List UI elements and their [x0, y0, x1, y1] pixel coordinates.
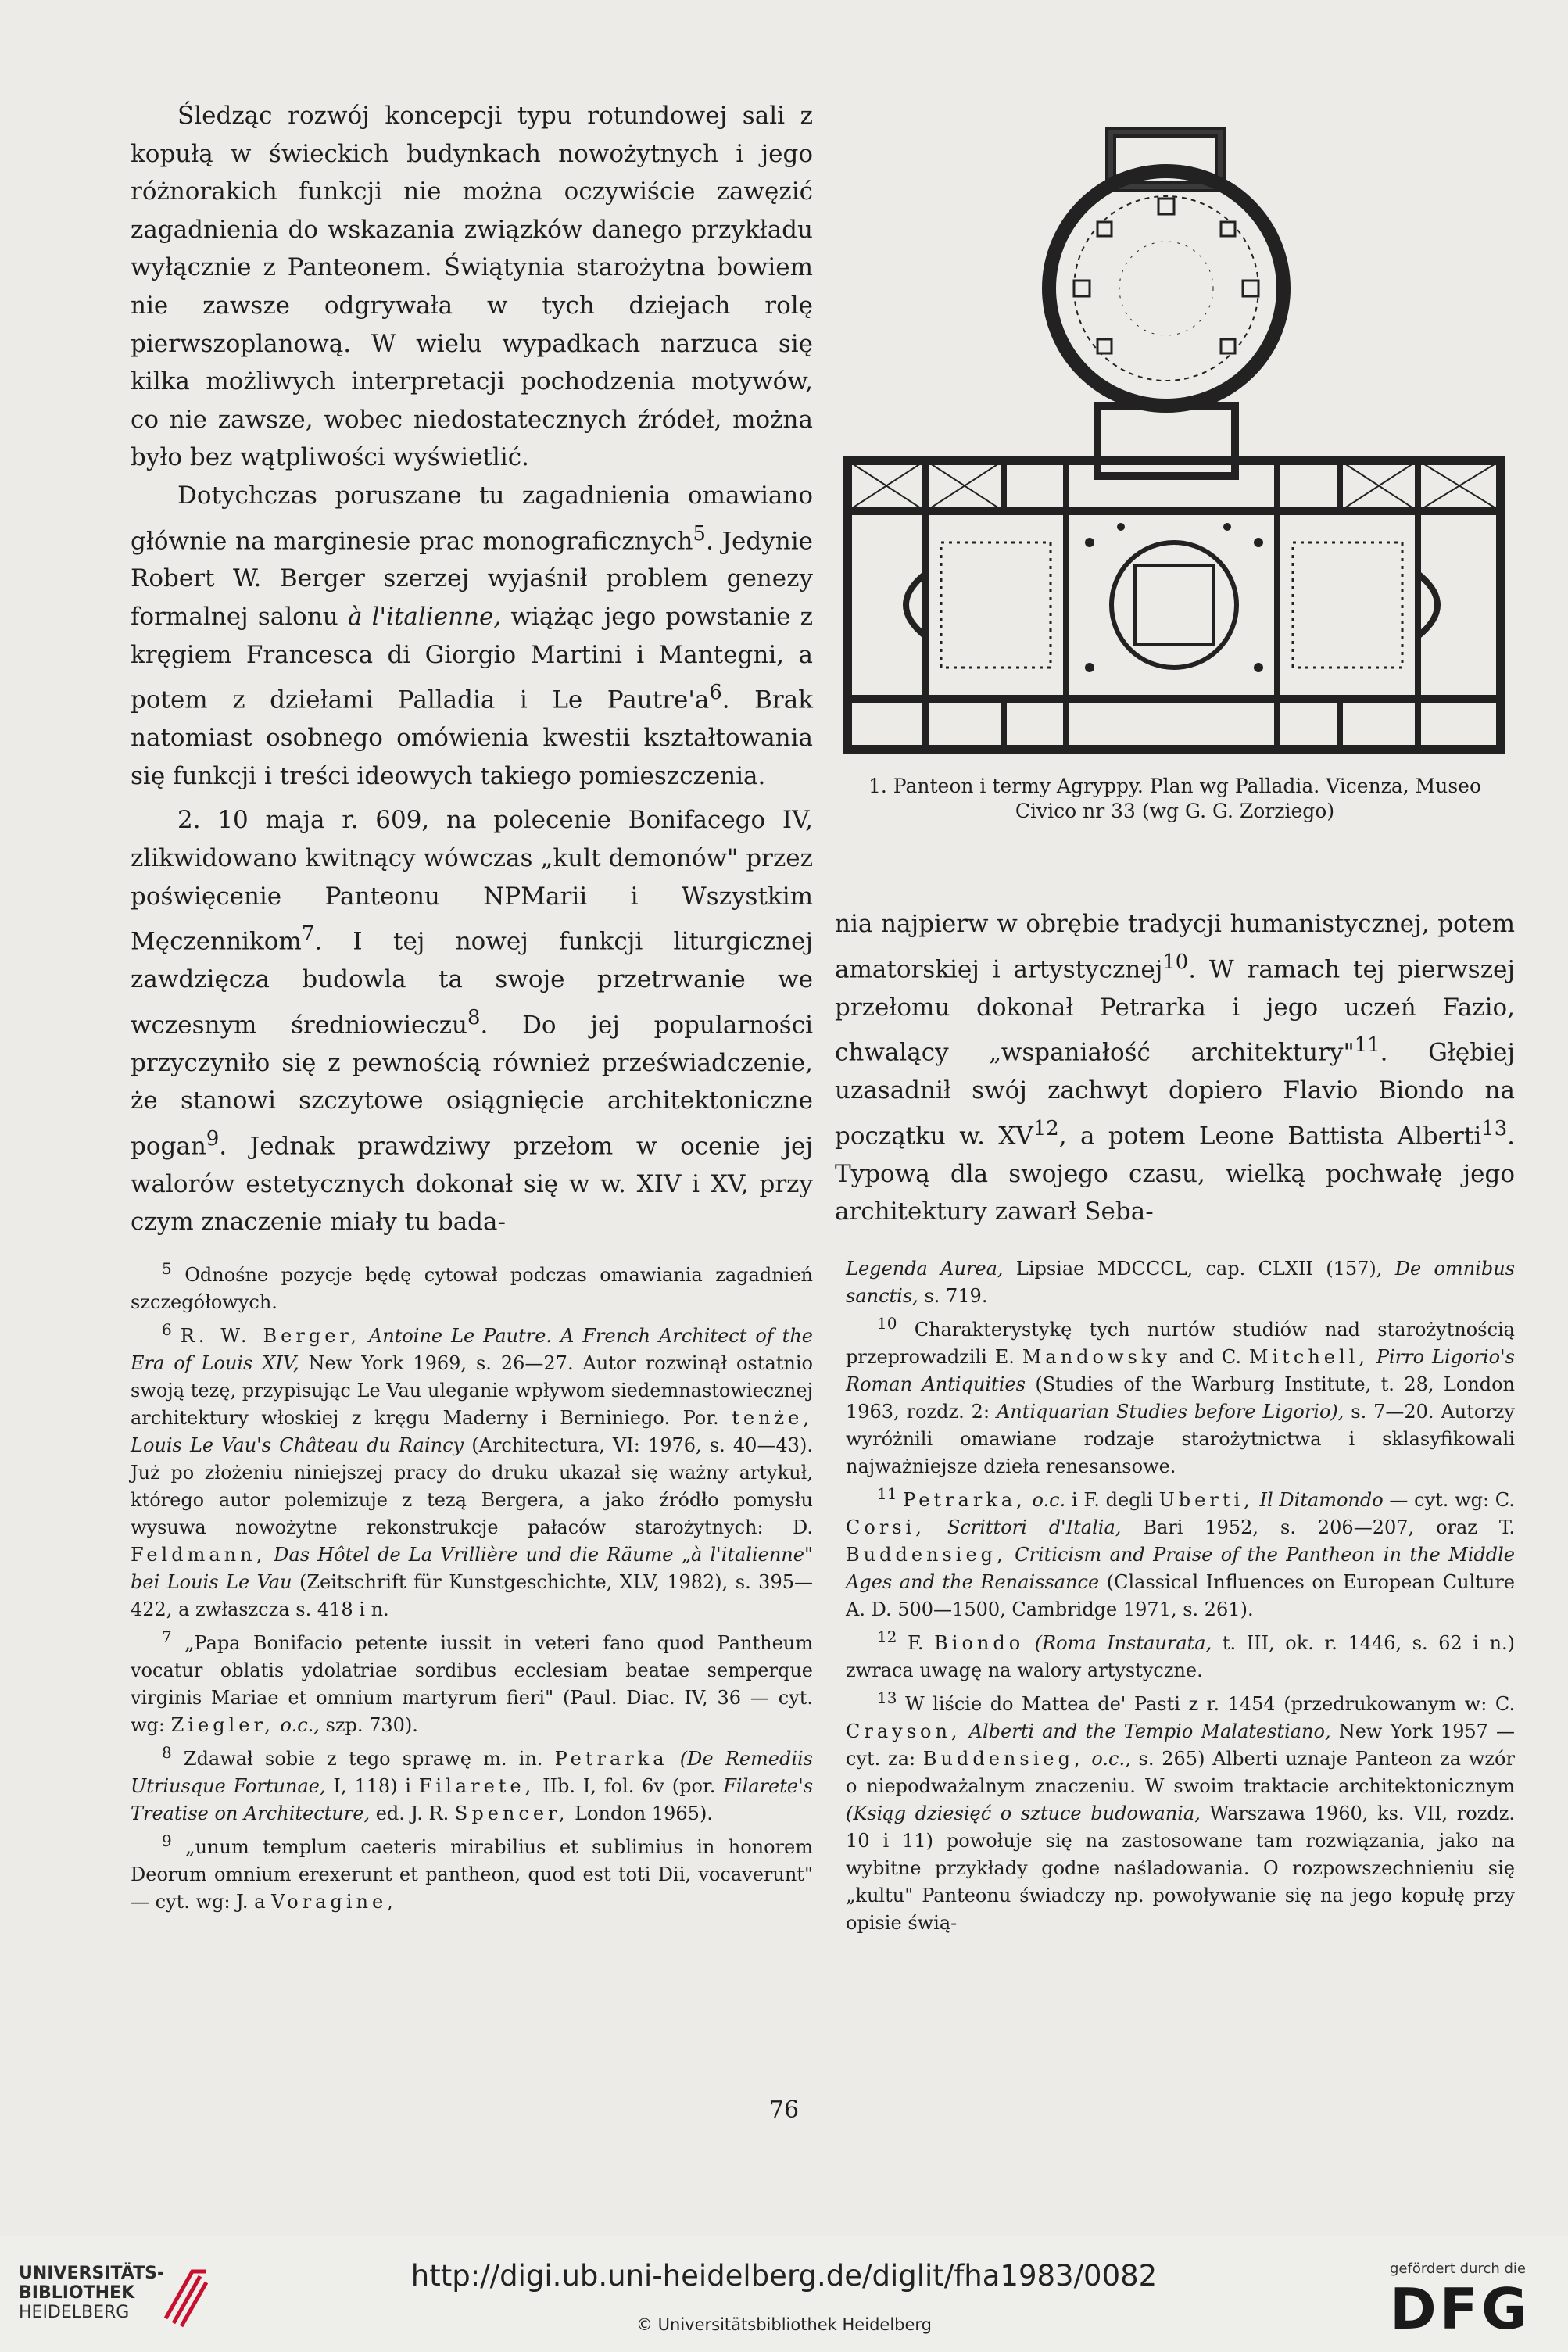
- footnote-9: $^9$ „unum templum caeteris mirabilius et sublimius in honorem Deorum omnium erexerunt et pantheon, quod est toti Dii, vocaverunt" — cyt. wg: J. a Voragine,: [131, 1831, 814, 1913]
- footnote-6: $^6$ R. W. Berger, Antoine Le Pautre. A French Architect of the Era of Louis XIV, New York 1969, s. 26—27. Autor rozwinął ostatnio swoją tezę, przypisując Le Vau uleganie wpływom siedemnastowiecznej architektury włoskiej z kręgu Maderny i Berniniego. Por. tenże, Louis Le Vau's Château du Raincy (Architectura, VI: 1976, s. 40—43). Już po złożeniu niniejszej pracy do druku ukazał się ważny artykuł, którego autor polemizuje z tezą Bergera, a jako źródło pomysłu wysuwa nowożytne rekonstrukcje pałaców starożytnych: D. Feldmann, Das Hôtel de La Vrillière und die Räume „à l'italienne" bei Louis Le Vau (Zeitschrift für Kunstgeschichte, XLV, 1982), s. 395—422, a zwłaszcza s. 418 i n.: [131, 1320, 813, 1620]
- paragraph-1: Śledząc rozwój koncepcji typu rotundowej sali z kopułą w świeckich budynkach nowożytnych i jego różnorakich funkcji nie można oczywiście zawęzić zagadnienia do wskazania związków danego przykładu wyłącznie z Panteonem. Świątynia starożytna bowiem nie zawsze odgrywała w tych dziejach rolę pierwszoplanową. W wielu wypadkach narzuca się kilka możliwych interpretacji pochodzenia motywów, co nie zawsze, wobec niedostatecznych źródeł, można było bez wątpliwości wyświetlić.: [131, 102, 813, 472]
- right-column-text: [835, 905, 1515, 1231]
- footnote-10: $^{10}$ Charakterystykę tych nurtów studiów nad starożytnością przeprowadzili E. Mandowsky and C. Mitchell, Pirro Ligorio's Roman Antiquities (Studies of the Warburg Institute, t. 28, London 1963, rozdz. 2: Antiquarian Studies before Ligorio), s. 7—20. Autorzy wyróżnili omawiane rodzaje starożytnictwa i sklasyfikowali najważniejsze dzieła renesansowe.: [846, 1314, 1516, 1477]
- figure-caption: 1. Panteon i termy Agryppy. Plan wg Palladia. Vicenza, Museo Civico nr 33 (wg G. G. Zorziego): [868, 775, 1482, 822]
- footnotes-left: [131, 1255, 813, 1916]
- copyright-notice: © Universitätsbibliothek Heidelberg: [635, 2315, 932, 2334]
- footnotes-right: [846, 1255, 1515, 1937]
- paragraph-2: Dotychczas poruszane tu zagadnienia omawiano głównie na marginesie prac monograficznych$^5$. Jedynie Robert W. Berger szerzej wyjaśnił problem genezy formalnej salonu à l'italienne, wiążąc jego powstanie z kręgiem Francesca di Giorgio Martini i Mantegni, a potem z dziełami Palladia i Le $Pautre'a^6$. Brak natomiast osobnego omówienia kwestii kształtowania się funkcji i treści ideowych takiego pomieszczenia.: [131, 481, 814, 790]
- library-name-line1: UNIVERSITÄTS-: [19, 2264, 165, 2283]
- library-name-line3: HEIDELBERG: [19, 2303, 130, 2322]
- page-number: 76: [768, 2096, 800, 2124]
- footnote-13: $^{13}$ W liście do Mattea de' Pasti z r. 1454 (przedrukowanym w: C. Crayson, Alberti and the Tempio Malatestiano, New York 1957 — cyt. za: Buddensieg, o.c., s. 265) Alberti uznaje Panteon za wzór o niepodważalnym znaczeniu. W swoim traktacie architektonicznym (Ksiąg dziesięć o sztuce budowania, Warszawa 1960, ks. VII, rozdz. 10 i 11) powołuje się na zastosowane tam rozwiązania, jako na wybitne przykłady godne naśladowania. O rozpowszechnieniu się „kultu" Panteonu świadczy np. powoływanie się na jego kopułę przy opisie świą-: [846, 1688, 1515, 1934]
- footnote-7: $^7$ „Papa Bonifacio petente iussit in veteri fano quod Pantheum vocatur oblatis ydolatriae sordibus ecclesiam beatae semperque virginis Mariae et omnium martyrum fieri" (Paul. Diac. IV, 36 — cyt. wg: Ziegler, o.c., szp. 730).: [131, 1627, 813, 1736]
- left-column-text: [131, 97, 813, 1241]
- funding-note: gefördert durch die: [1390, 2261, 1526, 2277]
- footnote-12: $^{12}$ F. Biondo (Roma Instaurata, t. III, ok. r. 1446, s. 62 i n.) zwraca uwagę na walory artystyczne.: [846, 1627, 1515, 1681]
- footnote-5: $^5$ Odnośne pozycje będę cytował podczas omawiania zagadnień szczegółowych.: [131, 1259, 813, 1313]
- document-url-link[interactable]: http://digi.ub.uni-heidelberg.de/diglit/fha1983/0082: [410, 2259, 1158, 2293]
- library-name-line2: BIBLIOTHEK: [19, 2283, 135, 2303]
- footnote-8: $^8$ Zdawał sobie z tego sprawę m. in. Petrarka (De Remediis Utriusque Fortunae, I, 118) i Filarete, IIb. I, fol. 6v (por. Filarete's Treatise on Architecture, ed. J. R. Spencer, London 1965).: [131, 1743, 814, 1824]
- dfg-logo[interactable]: DFG: [1390, 2276, 1531, 2342]
- paragraph-3: 2. 10 maja r. 609, na polecenie Bonifacego IV, zlikwidowano kwitnący wówczas „kult demonów" przez poświęcenie Panteonu NPMarii i Wszystkim Męczennikom$^7$. I tej nowej funkcji liturgicznej zawdzięcza budowla ta swoje przetrwanie we wczesnym średniowieczu$^8$. Do jej popularności przyczyniło się z pewnością również przeświadczenie, że stanowi szczytowe osiągnięcie architektoniczne pogan$^9$. Jednak prawdziwy przełom w ocenie jej walorów estetycznych dokonał się w w. XIV i XV, przy czym znaczenie miały tu bada-: [131, 806, 813, 1237]
- footnote-11: $^{11}$ Petrarka, o.c. i F. degli Uberti, Il Ditamondo — cyt. wg: C. Corsi, Scrittori d'Italia, Bari 1952, s. 206—207, oraz T. Buddensieg, Criticism and Praise of the Pantheon in the Middle Ages and the Renaissance (Classical Influences on European Culture A. D. 500—1500, Cambridge 1971, s. 261).: [846, 1484, 1515, 1620]
- footnote-9-continued: Legenda Aurea, Lipsiae MDCCCL, cap. CLXII (157), De omnibus sanctis, s. 719.: [846, 1258, 1515, 1307]
- paragraph-right: nia najpierw w obrębie tradycji humanistycznej, potem amatorskiej i artystycznej$^{10}$. W ramach tej pierwszej przełomu dokonał Petrarka i jego uczeń Fazio, chwalący „wspaniałość architektury"$^{11}$. Głębiej uzasadnił swój zachwyt dopiero Flavio Biondo na początku w. XV$^{12}$, a potem Leone Battista Alberti$^{13}$. Typową dla swojego czasu, wielką pochwałę jego architektury zawarł Seba-: [835, 910, 1515, 1226]
- pantheon-floor-plan-figure: [839, 105, 1509, 763]
